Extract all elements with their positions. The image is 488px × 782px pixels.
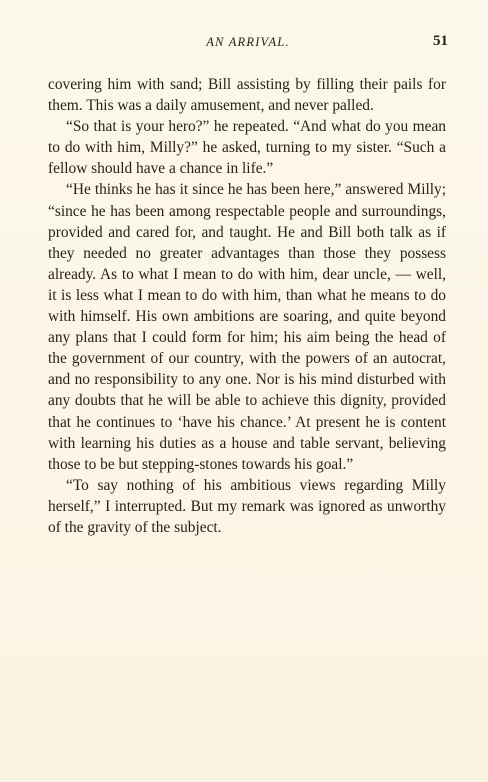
paragraph: “To say nothing of his ambitious views regarding Milly herself,” I interrupted. But my remark was ignored as unworthy of the gravity of the subject. bbox=[48, 476, 446, 536]
paragraph-continued: covering him with sand; Bill assisting by filling their pails for them. This was a daily amusement, and never palled. bbox=[48, 76, 446, 115]
paragraph: “He thinks he has it since he has been here,” answered Milly; “since he has been among respectable people and surroundings, provided and cared for, and taught. He and Bill both talk as if they needed no greater advantages than those they possess already. As to what I mean to do with him, dear uncle, — well, it is less what I mean to do with him, than what he means to do with himself. His own ambitions are soaring, and quite beyond any plans that I could form for him; his aim being the head of the government of our country, with the powers of an autocrat, and no responsibility to any one. Nor is his mind disturbed with any doubts that he will be able to achieve this dignity, provided that he continues to ‘have his chance.’ At present he is content with learning his duties as a house and table servant, believing those to be but stepping-stones towards his goal.” bbox=[48, 181, 446, 473]
body-text bbox=[48, 74, 446, 538]
page-number: 51 bbox=[433, 33, 448, 49]
running-head: AN ARRIVAL. bbox=[206, 35, 290, 49]
page-header bbox=[48, 33, 448, 53]
paragraph: “So that is your hero?” he repeated. “And what do you mean to do with him, Milly?” he asked, turning to my sister. “Such a fellow should have a chance in life.” bbox=[48, 118, 446, 178]
